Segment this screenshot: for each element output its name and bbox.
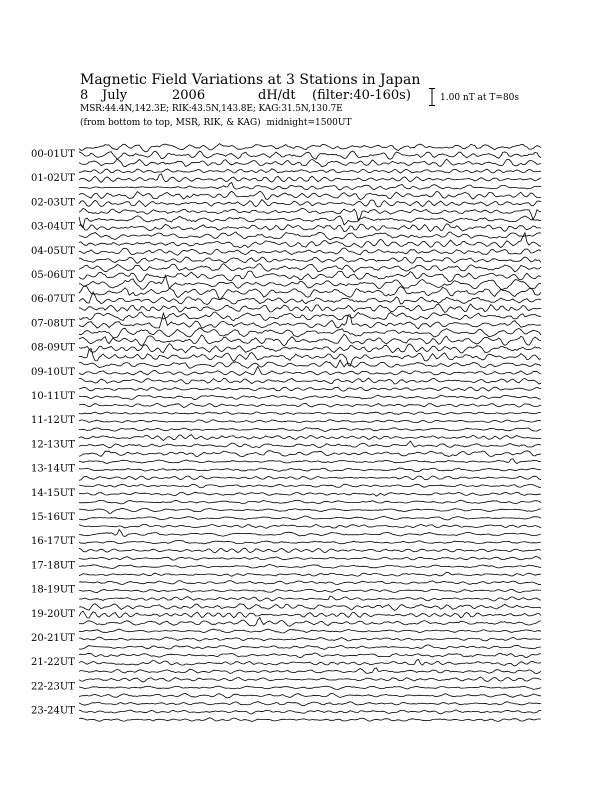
trace-kag-13-14UT [79, 459, 541, 464]
trace-msr-16-17UT [79, 548, 541, 552]
trace-msr-02-03UT [79, 208, 541, 220]
trace-msr-23-24UT [79, 718, 541, 722]
order-note: (from bottom to top, MSR, RIK, & KAG) [80, 118, 261, 128]
hour-label: 18-19UT [31, 584, 75, 596]
trace-msr-06-07UT [79, 304, 541, 313]
scale-label: 1.00 nT at T=80s [440, 93, 520, 103]
trace-rik-22-23UT [79, 686, 541, 689]
trace-rik-15-16UT [79, 516, 541, 520]
hour-label: 10-11UT [31, 391, 75, 402]
date-day: 8 [80, 88, 89, 103]
trace-kag-00-01UT [79, 144, 541, 152]
trace-msr-09-10UT [79, 378, 541, 384]
trace-kag-12-13UT [79, 435, 541, 441]
hour-label: 23-24UT [31, 705, 75, 717]
hour-label: 16-17UT [31, 536, 75, 548]
hour-label: 12-13UT [31, 439, 75, 451]
hour-label: 09-10UT [31, 366, 75, 378]
trace-rik-08-09UT [79, 344, 541, 354]
trace-rik-00-01UT [79, 151, 541, 159]
hour-label: 19-20UT [31, 608, 75, 620]
chart-title: Magnetic Field Variations at 3 Stations in Japan [80, 72, 421, 88]
trace-rik-03-04UT [79, 224, 541, 232]
hour-label: 06-07UT [31, 294, 75, 306]
hour-label: 01-02UT [31, 173, 75, 185]
trace-msr-00-01UT [79, 159, 541, 167]
trace-msr-12-13UT [79, 451, 541, 457]
date-month: July [102, 88, 128, 103]
trace-msr-13-14UT [79, 476, 541, 481]
trace-rik-19-20UT [79, 611, 541, 618]
trace-kag-03-04UT [79, 216, 541, 228]
hour-label: 21-22UT [31, 657, 75, 669]
trace-rik-16-17UT [79, 541, 541, 544]
trace-rik-01-02UT [79, 174, 541, 183]
trace-rik-18-19UT [79, 589, 541, 593]
trace-msr-05-06UT [79, 275, 541, 289]
hour-label: 03-04UT [31, 221, 75, 233]
hour-label: 20-21UT [31, 633, 75, 644]
trace-rik-07-08UT [79, 313, 541, 329]
station-coordinates: MSR:44.4N,142.3E; RIK:43.5N,143.8E; KAG:31.5N,130.7E [80, 104, 343, 114]
trace-msr-10-11UT [79, 403, 541, 407]
trace-rik-04-05UT [79, 248, 541, 255]
filter-label: (filter:40-160s) [312, 88, 411, 103]
trace-rik-21-22UT [79, 660, 541, 667]
hour-label: 05-06UT [31, 270, 75, 281]
hour-label: 11-12UT [31, 415, 75, 427]
trace-kag-15-16UT [79, 508, 541, 513]
hour-label: 04-05UT [31, 245, 75, 257]
trace-msr-22-23UT [79, 693, 541, 698]
hour-label: 02-03UT [31, 197, 75, 209]
trace-kag-07-08UT [79, 312, 541, 321]
hour-label: 08-09UT [31, 342, 75, 354]
trace-kag-01-02UT [79, 169, 541, 173]
midnight-note: midnight=1500UT [266, 118, 352, 128]
trace-rik-20-21UT [79, 637, 541, 641]
trace-msr-19-20UT [79, 618, 541, 627]
trace-kag-23-24UT [79, 702, 541, 706]
trace-kag-19-20UT [79, 604, 541, 611]
trace-rik-13-14UT [79, 468, 541, 472]
trace-rik-12-13UT [79, 441, 541, 448]
hour-label: 07-08UT [31, 318, 75, 330]
trace-msr-21-22UT [79, 668, 541, 674]
trace-msr-17-18UT [79, 572, 541, 576]
trace-kag-18-19UT [79, 581, 541, 585]
trace-kag-22-23UT [79, 677, 541, 682]
trace-kag-14-15UT [79, 484, 541, 487]
trace-rik-09-10UT [79, 367, 541, 376]
trace-msr-20-21UT [79, 645, 541, 650]
trace-kag-02-03UT [79, 191, 541, 199]
trace-kag-21-22UT [79, 653, 541, 658]
trace-msr-11-12UT [79, 428, 541, 432]
hour-label: 22-23UT [31, 681, 75, 693]
hour-label: 13-14UT [31, 463, 75, 475]
trace-rik-23-24UT [79, 710, 541, 714]
trace-msr-18-19UT [79, 596, 541, 601]
trace-rik-14-15UT [79, 492, 541, 496]
hour-label: 15-16UT [31, 512, 75, 523]
trace-msr-04-05UT [79, 257, 541, 264]
trace-msr-15-16UT [79, 524, 541, 528]
date-year: 2006 [172, 88, 206, 103]
trace-kag-20-21UT [79, 629, 541, 633]
trace-rik-02-03UT [79, 200, 541, 207]
trace-msr-01-02UT [79, 183, 541, 191]
trace-msr-14-15UT [79, 500, 541, 504]
trace-rik-05-06UT [79, 271, 541, 282]
trace-kag-08-09UT [79, 334, 541, 346]
hour-label: 00-01UT [31, 149, 75, 160]
trace-rik-10-11UT [79, 395, 541, 400]
trace-kag-10-11UT [79, 387, 541, 391]
trace-kag-11-12UT [79, 412, 541, 415]
trace-kag-05-06UT [79, 264, 541, 273]
hour-label: 14-15UT [31, 487, 75, 499]
trace-kag-17-18UT [79, 557, 541, 561]
quantity-label: dH/dt [258, 88, 296, 103]
trace-rik-11-12UT [79, 420, 541, 423]
trace-rik-17-18UT [79, 565, 541, 569]
trace-msr-03-04UT [79, 232, 541, 240]
trace-kag-09-10UT [79, 360, 541, 368]
trace-kag-16-17UT [79, 530, 541, 537]
hour-label: 17-18UT [31, 560, 75, 572]
